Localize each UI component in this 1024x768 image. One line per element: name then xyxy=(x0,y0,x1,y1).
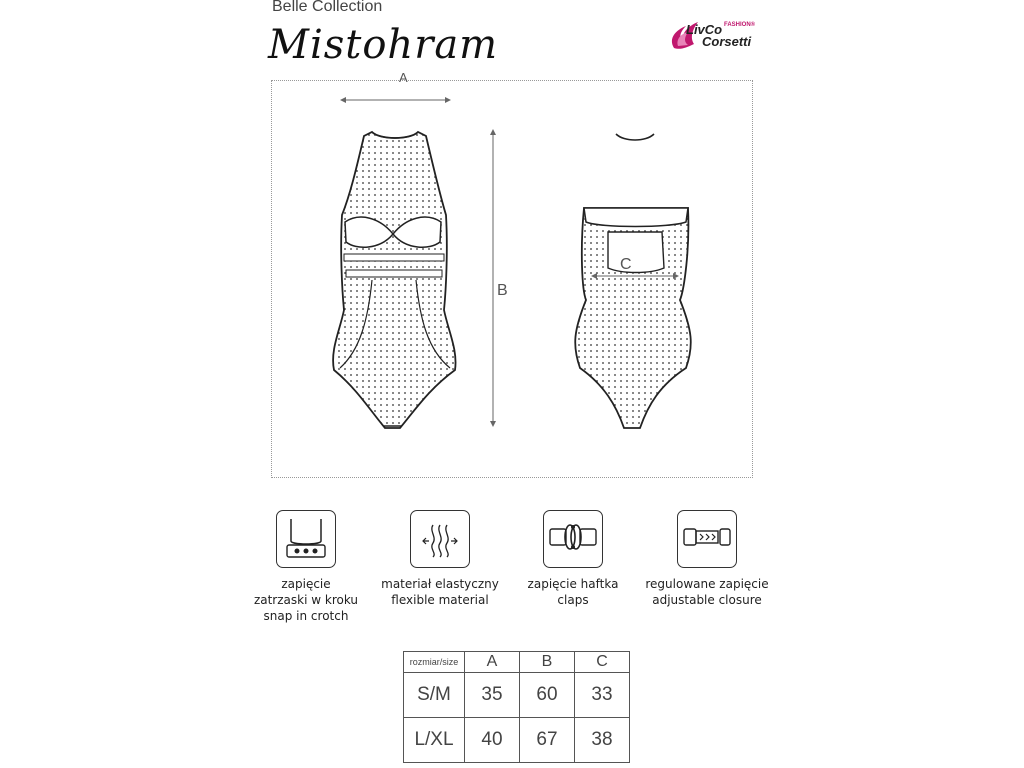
feature-caption-line: zapięcie haftka xyxy=(527,577,619,591)
feature-caption-line: snap in crotch xyxy=(263,609,349,623)
column-header: B xyxy=(520,652,575,673)
size-label: S/M xyxy=(404,673,465,718)
snap-in-crotch-icon xyxy=(276,510,336,568)
table-cell: 40 xyxy=(465,718,520,763)
feature-adjustable-closure xyxy=(622,510,792,608)
table-cell: 67 xyxy=(520,718,575,763)
brand-name-sup: FASHION® xyxy=(724,22,756,28)
brand-name-bottom: Corsetti xyxy=(702,34,752,49)
size-table-header xyxy=(404,652,630,673)
dimension-a-label: A xyxy=(399,70,408,85)
hook-claps-icon xyxy=(543,510,603,568)
table-cell: 33 xyxy=(575,673,630,718)
front-view-bodysuit xyxy=(333,132,455,428)
size-table xyxy=(403,651,630,763)
feature-caption-line: regulowane zapięcie xyxy=(645,577,769,591)
feature-caption-line: zatrzaski w kroku xyxy=(253,593,359,607)
adjustable-closure-icon xyxy=(677,510,737,568)
table-cell: 38 xyxy=(575,718,630,763)
feature-caption-line: materiał elastyczny xyxy=(381,577,499,591)
feature-caption-line: adjustable closure xyxy=(652,593,762,607)
size-table-corner-label: rozmiar/size xyxy=(404,652,465,673)
size-label: L/XL xyxy=(404,718,465,763)
back-view-bodysuit xyxy=(575,134,691,428)
feature-caption-line: zapięcie xyxy=(281,577,331,591)
column-header: C xyxy=(575,652,630,673)
dimension-b-label: B xyxy=(497,282,508,299)
table-row xyxy=(404,673,630,718)
column-header: A xyxy=(465,652,520,673)
flexible-material-icon xyxy=(410,510,470,568)
feature-caption-line: claps xyxy=(557,593,589,607)
collection-title: Belle Collection xyxy=(272,0,383,15)
neck-strap xyxy=(616,134,654,140)
table-cell: 60 xyxy=(520,673,575,718)
table-cell: 35 xyxy=(465,673,520,718)
dimension-c-label: C xyxy=(620,256,632,273)
feature-caption-line: flexible material xyxy=(391,593,489,607)
table-row xyxy=(404,718,630,763)
brand-name-top: LivCo xyxy=(686,22,723,37)
product-name: Mistohram xyxy=(268,22,499,68)
